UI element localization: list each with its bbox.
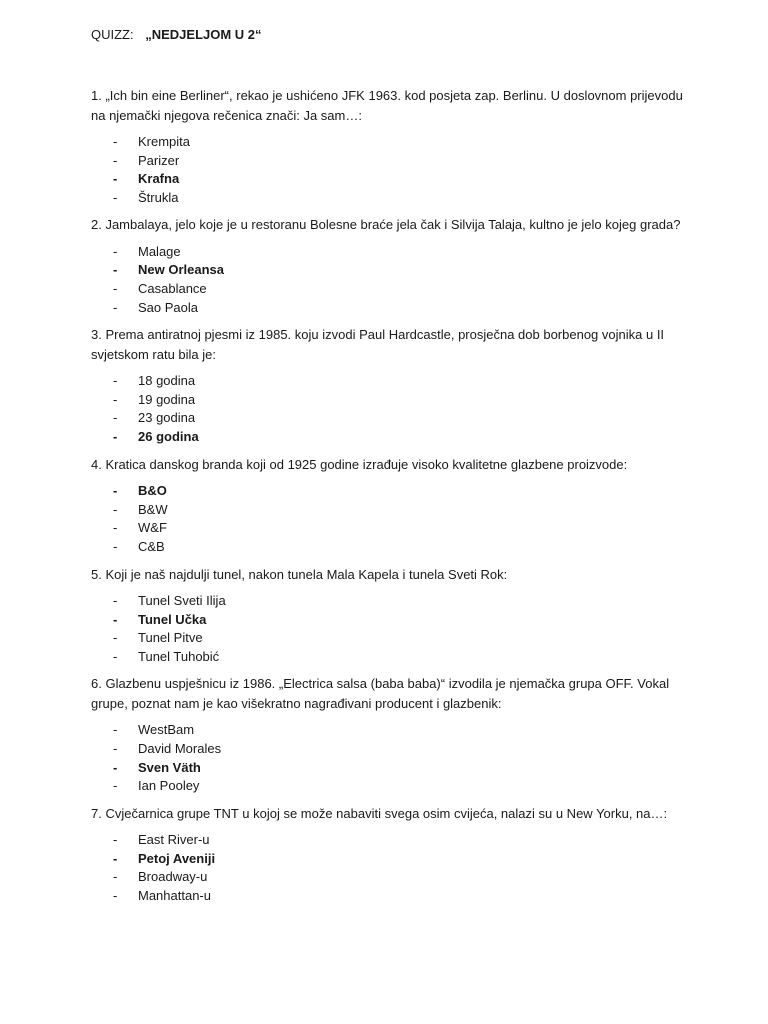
quiz-name: „NEDJELJOM U 2“ (145, 27, 262, 42)
question-block (91, 455, 691, 557)
answer-item-correct (91, 170, 691, 189)
question-block (91, 674, 691, 795)
list-dash: - (113, 262, 118, 278)
answer-label: Krempita (138, 134, 191, 149)
answer-item (91, 299, 691, 318)
list-dash: - (113, 648, 118, 664)
list-dash: - (113, 611, 118, 627)
answer-label: WestBam (138, 722, 195, 738)
answer-item (91, 391, 691, 410)
answer-label: Tunel Tuhobić (138, 648, 220, 664)
list-dash: - (113, 759, 118, 775)
answer-list (91, 592, 691, 666)
answer-item (91, 868, 691, 887)
answer-item (91, 409, 691, 428)
answer-label: W&F (138, 520, 167, 536)
answer-item (91, 721, 691, 740)
answer-label: East River-u (138, 832, 210, 848)
answer-item-correct (91, 261, 691, 280)
answer-item (91, 133, 691, 152)
answer-label: B&O (138, 483, 167, 499)
answer-item (91, 519, 691, 538)
list-dash: - (113, 243, 118, 259)
answer-item (91, 538, 691, 557)
answer-label: C&B (138, 538, 165, 554)
answer-item (91, 189, 691, 208)
list-dash: - (113, 299, 118, 315)
question-text: 1. „Ich bin eine Berliner“, rekao je ushićeno JFK 1963. kod posjeta zap. Berlinu. U doslovnom prijevodu na njemački njegova rečenica znači: Ja sam…: (91, 88, 683, 123)
list-dash: - (113, 281, 118, 297)
answer-label: Manhattan-u (138, 888, 211, 904)
answer-label: New Orleansa (138, 262, 224, 278)
list-dash: - (113, 722, 118, 738)
list-dash: - (113, 593, 118, 608)
answer-item (91, 372, 691, 391)
question-text: 3. Prema antiratnoj pjesmi iz 1985. koju izvodi Paul Hardcastle, prosječna dob borbenog vojnika u II svjetskom ratu bila je: (91, 327, 665, 362)
question-text: 4. Kratica danskog branda koji od 1925 godine izrađuje visoko kvalitetne glazbene proizvode: (91, 456, 628, 472)
answer-list (91, 721, 691, 795)
list-dash: - (113, 134, 118, 149)
answer-label: Tunel Pitve (138, 630, 203, 646)
list-dash: - (113, 520, 118, 536)
answer-list (91, 372, 691, 446)
answer-list (91, 133, 691, 207)
answer-label: 26 godina (138, 429, 199, 445)
answer-label: Petoj Aveniji (138, 850, 216, 866)
answer-item-correct (91, 611, 691, 630)
answer-item-correct (91, 428, 691, 447)
question-list (91, 86, 691, 914)
list-dash: - (113, 888, 118, 904)
answer-item (91, 280, 691, 299)
answer-label: Sven Väth (138, 759, 201, 775)
list-dash: - (113, 171, 118, 187)
question-block (91, 325, 691, 446)
list-dash: - (113, 152, 118, 168)
list-dash: - (113, 740, 118, 756)
answer-label: Štrukla (138, 189, 179, 205)
answer-label: Sao Paola (138, 299, 198, 315)
quiz-label: QUIZZ: (91, 27, 134, 42)
answer-item (91, 152, 691, 171)
question-block (91, 86, 691, 207)
list-dash: - (113, 189, 118, 205)
answer-label: B&W (138, 501, 168, 517)
list-dash: - (113, 778, 118, 794)
answer-label: Malage (138, 243, 181, 259)
list-dash: - (113, 832, 118, 848)
list-dash: - (113, 373, 118, 389)
question-text: 5. Koji je naš najdulji tunel, nakon tunela Mala Kapela i tunela Sveti Rok: (91, 566, 508, 582)
answer-label: Tunel Učka (138, 611, 207, 627)
question-block (91, 215, 691, 317)
quiz-title (91, 26, 262, 44)
answer-item (91, 887, 691, 906)
answer-label: 19 godina (138, 391, 196, 407)
answer-item (91, 243, 691, 262)
answer-label: David Morales (138, 740, 222, 756)
answer-item (91, 648, 691, 667)
answer-label: Ian Pooley (138, 778, 200, 794)
answer-label: 18 godina (138, 373, 196, 389)
answer-item (91, 501, 691, 520)
list-dash: - (113, 869, 118, 885)
answer-item-correct (91, 850, 691, 869)
question-block (91, 804, 691, 906)
question-block (91, 565, 691, 667)
list-dash: - (113, 630, 118, 646)
answer-label: Tunel Sveti Ilija (138, 593, 226, 608)
answer-item (91, 629, 691, 648)
answer-label: 23 godina (138, 410, 196, 426)
answer-item (91, 592, 691, 611)
list-dash: - (113, 410, 118, 426)
answer-label: Casablance (138, 281, 207, 297)
answer-label: Broadway-u (138, 869, 208, 885)
list-dash: - (113, 429, 118, 445)
answer-list (91, 482, 691, 556)
answer-item-correct (91, 759, 691, 778)
list-dash: - (113, 501, 118, 517)
answer-list (91, 831, 691, 905)
list-dash: - (113, 538, 118, 554)
answer-item-correct (91, 482, 691, 501)
answer-label: Parizer (138, 152, 180, 168)
answer-list (91, 243, 691, 317)
list-dash: - (113, 850, 118, 866)
answer-item (91, 831, 691, 850)
answer-item (91, 777, 691, 796)
list-dash: - (113, 391, 118, 407)
answer-label: Krafna (138, 171, 180, 187)
answer-item (91, 740, 691, 759)
question-text: 7. Cvječarnica grupe TNT u kojoj se može nabaviti svega osim cvijeća, nalazi su u New Yorku, na…: (91, 805, 668, 821)
question-text: 2. Jambalaya, jelo koje je u restoranu Bolesne braće jela čak i Silvija Talaja, kultno je jelo kojeg grada? (91, 217, 681, 233)
list-dash: - (113, 483, 118, 499)
question-text: 6. Glazbenu uspješnicu iz 1986. „Electrica salsa (baba baba)“ izvodila je njemačka grupa OFF. Vokal grupe, poznat nam je kao višekratno nagrađivani producent i glazbenik: (91, 676, 670, 711)
